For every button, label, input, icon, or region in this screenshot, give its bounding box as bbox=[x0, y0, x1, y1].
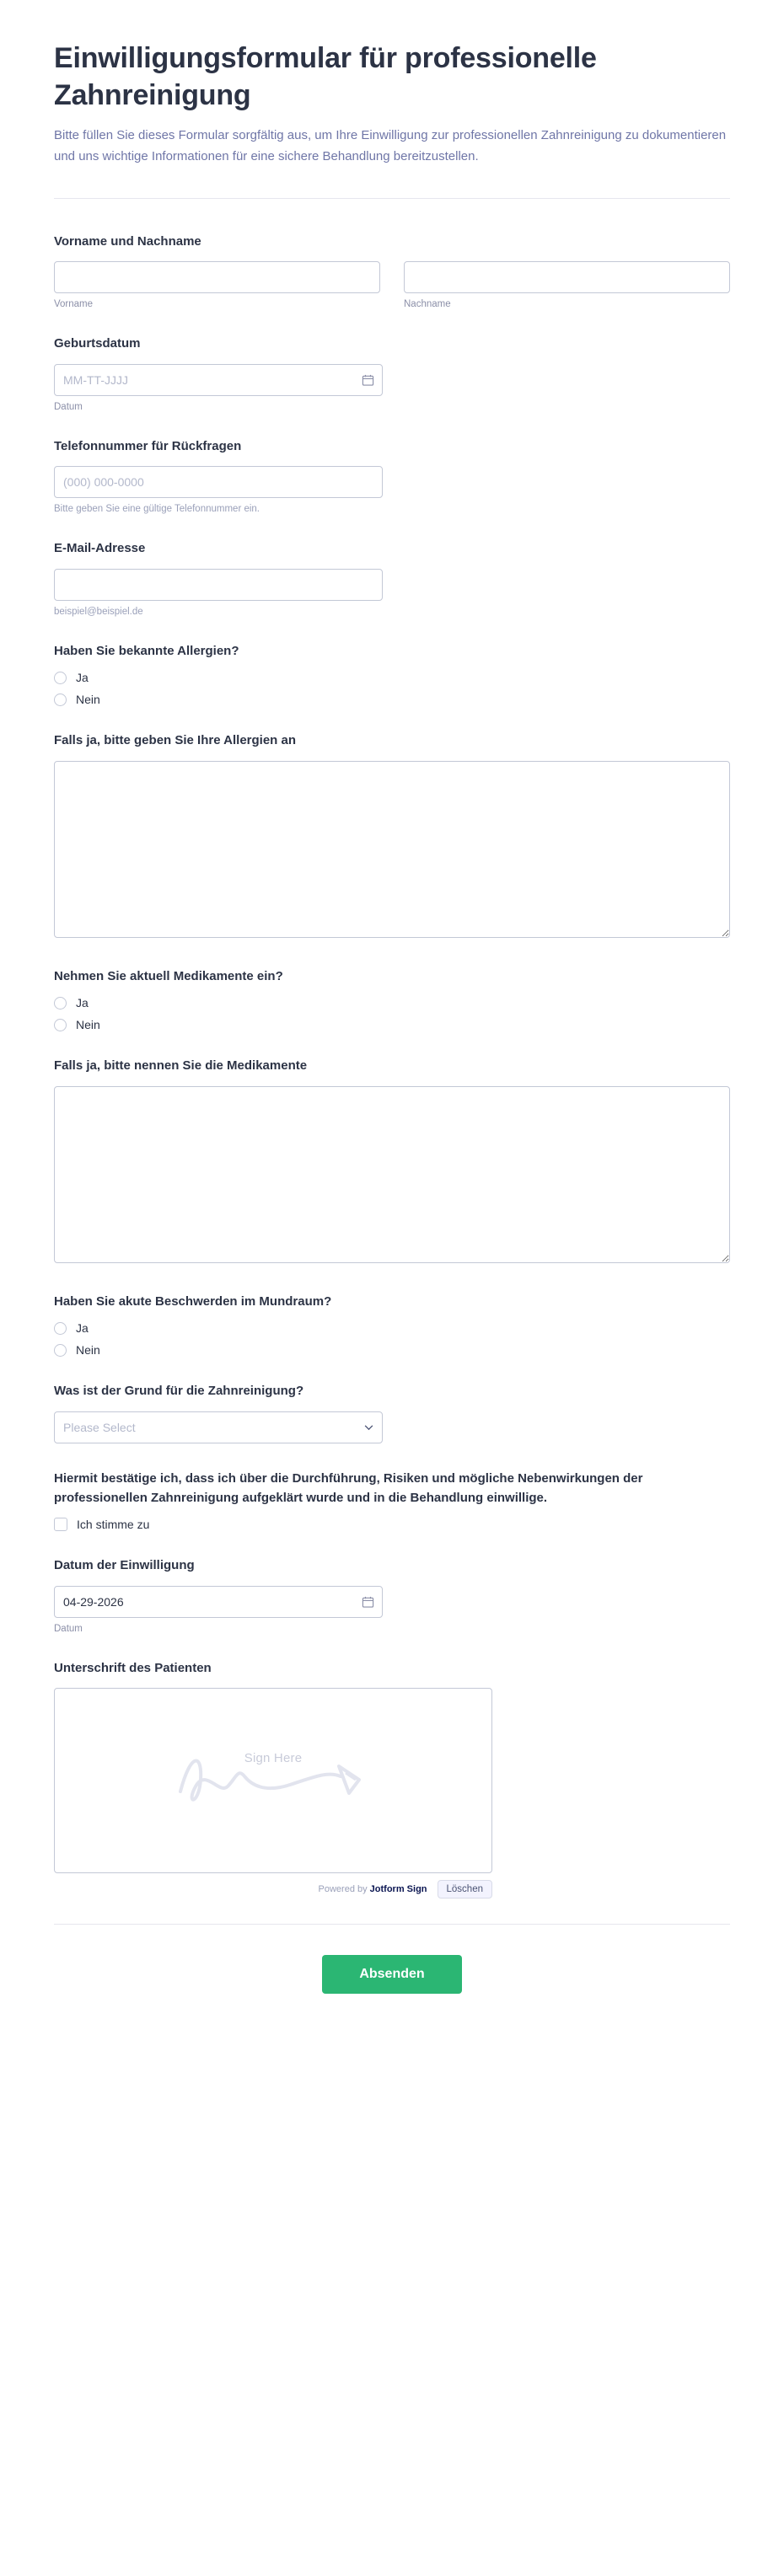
full-name-label: Vorname und Nachname bbox=[54, 233, 201, 249]
medication-detail-label: Falls ja, bitte nennen Sie die Medikamente bbox=[54, 1058, 308, 1074]
page-title: Einwilligungsformular für professionelle Zahnreinigung bbox=[54, 42, 597, 111]
radio-label: Ja bbox=[76, 1321, 89, 1336]
birthdate-sublabel: Datum bbox=[54, 401, 83, 412]
radio-icon[interactable] bbox=[54, 1019, 67, 1031]
name-row bbox=[54, 261, 730, 309]
consent-date-sublabel: Datum bbox=[54, 1623, 83, 1634]
first-name-input[interactable] bbox=[54, 261, 380, 293]
first-name-col bbox=[54, 261, 380, 309]
reason-select[interactable] bbox=[54, 1411, 383, 1443]
radio-label: Nein bbox=[76, 693, 100, 707]
field-email bbox=[54, 539, 730, 617]
allergies-detail-label: Falls ja, bitte geben Sie Ihre Allergien an bbox=[54, 733, 297, 748]
field-reason bbox=[54, 1382, 730, 1443]
medication-current-label: Nehmen Sie aktuell Medikamente ein? bbox=[54, 968, 283, 983]
signature-placeholder-art bbox=[55, 1689, 491, 1872]
signature-label: Unterschrift des Patienten bbox=[54, 1660, 212, 1675]
signature-footer bbox=[54, 1880, 492, 1899]
consent-date-input[interactable] bbox=[54, 1586, 383, 1618]
medication-current-option-yes[interactable] bbox=[54, 996, 730, 1010]
last-name-sublabel: Nachname bbox=[404, 299, 451, 310]
allergies-known-label: Haben Sie bekannte Allergien? bbox=[54, 643, 239, 658]
acute-complaints-option-yes[interactable] bbox=[54, 1321, 730, 1335]
birthdate-label: Geburtsdatum bbox=[54, 336, 141, 351]
signature-pad[interactable] bbox=[54, 1688, 492, 1873]
acute-complaints-radio-group bbox=[54, 1321, 730, 1357]
field-medication-detail bbox=[54, 1057, 730, 1267]
first-name-sublabel: Vorname bbox=[54, 299, 94, 310]
phone-sublabel: Bitte geben Sie eine gültige Telefonnummer ein. bbox=[54, 504, 260, 515]
medication-detail-textarea[interactable] bbox=[54, 1086, 730, 1263]
field-consent-date bbox=[54, 1556, 730, 1634]
submit-button[interactable]: Absenden bbox=[322, 1955, 461, 1994]
consent-statement: Hiermit bestätige ich, dass ich über die Durchführung, Risiken und mögliche Nebenwirkungen der professionellen Zahnreinigung aufgeklärt wurde und in die Behandlung einwillige. bbox=[54, 1470, 643, 1505]
email-input[interactable] bbox=[54, 569, 383, 601]
allergies-known-radio-group bbox=[54, 671, 730, 706]
birthdate-input[interactable] bbox=[54, 364, 383, 396]
radio-label: Nein bbox=[76, 1343, 100, 1358]
email-label: E-Mail-Adresse bbox=[54, 541, 146, 556]
signature-hint: Sign Here bbox=[244, 1751, 303, 1766]
acute-complaints-label: Haben Sie akute Beschwerden im Mundraum? bbox=[54, 1293, 332, 1309]
field-consent bbox=[54, 1469, 730, 1532]
medication-current-radio-group bbox=[54, 996, 730, 1031]
field-acute-complaints bbox=[54, 1293, 730, 1358]
field-allergies-detail bbox=[54, 731, 730, 942]
reason-select-wrap bbox=[54, 1411, 383, 1443]
field-medication-current bbox=[54, 967, 730, 1032]
phone-input[interactable] bbox=[54, 466, 383, 498]
field-full-name bbox=[54, 233, 730, 310]
form-header bbox=[0, 0, 784, 199]
radio-icon[interactable] bbox=[54, 997, 67, 1010]
radio-icon[interactable] bbox=[54, 672, 67, 684]
powered-prefix: Powered by bbox=[318, 1884, 370, 1895]
radio-label: Ja bbox=[76, 671, 89, 685]
form-subtitle: Bitte füllen Sie dieses Formular sorgfältig aus, um Ihre Einwilligung zur professionellen Zahnreinigung zu dokumentieren und uns wichtige Informationen für eine sichere Behandlung bereitzustellen. bbox=[54, 128, 727, 163]
radio-label: Ja bbox=[76, 996, 89, 1010]
allergies-detail-textarea[interactable] bbox=[54, 761, 730, 938]
powered-by-text bbox=[319, 1884, 427, 1894]
allergies-known-option-yes[interactable] bbox=[54, 671, 730, 684]
field-allergies-known bbox=[54, 642, 730, 707]
medication-current-option-no[interactable] bbox=[54, 1018, 730, 1031]
email-sublabel: beispiel@beispiel.de bbox=[54, 606, 143, 617]
radio-icon[interactable] bbox=[54, 694, 67, 706]
phone-label: Telefonnummer für Rückfragen bbox=[54, 438, 242, 453]
radio-icon[interactable] bbox=[54, 1344, 67, 1357]
last-name-col bbox=[404, 261, 730, 309]
field-signature bbox=[54, 1659, 730, 1899]
birthdate-input-wrap bbox=[54, 364, 383, 396]
acute-complaints-option-no[interactable] bbox=[54, 1343, 730, 1357]
consent-date-label: Datum der Einwilligung bbox=[54, 1558, 195, 1573]
consent-date-input-wrap bbox=[54, 1586, 383, 1618]
jotform-sign-brand: Jotform Sign bbox=[369, 1884, 427, 1895]
checkbox-icon[interactable] bbox=[54, 1518, 67, 1531]
form-body bbox=[0, 199, 784, 2035]
reason-label: Was ist der Grund für die Zahnreinigung? bbox=[54, 1384, 304, 1399]
field-phone bbox=[54, 437, 730, 515]
consent-checkbox-label: Ich stimme zu bbox=[77, 1518, 150, 1532]
last-name-input[interactable] bbox=[404, 261, 730, 293]
consent-checkbox-row[interactable] bbox=[54, 1518, 730, 1531]
field-birthdate bbox=[54, 335, 730, 412]
radio-label: Nein bbox=[76, 1018, 100, 1032]
clear-signature-button[interactable]: Löschen bbox=[438, 1880, 492, 1899]
submit-area bbox=[54, 1925, 730, 2034]
radio-icon[interactable] bbox=[54, 1322, 67, 1335]
signature-scribble-icon bbox=[147, 1743, 400, 1818]
allergies-known-option-no[interactable] bbox=[54, 693, 730, 706]
